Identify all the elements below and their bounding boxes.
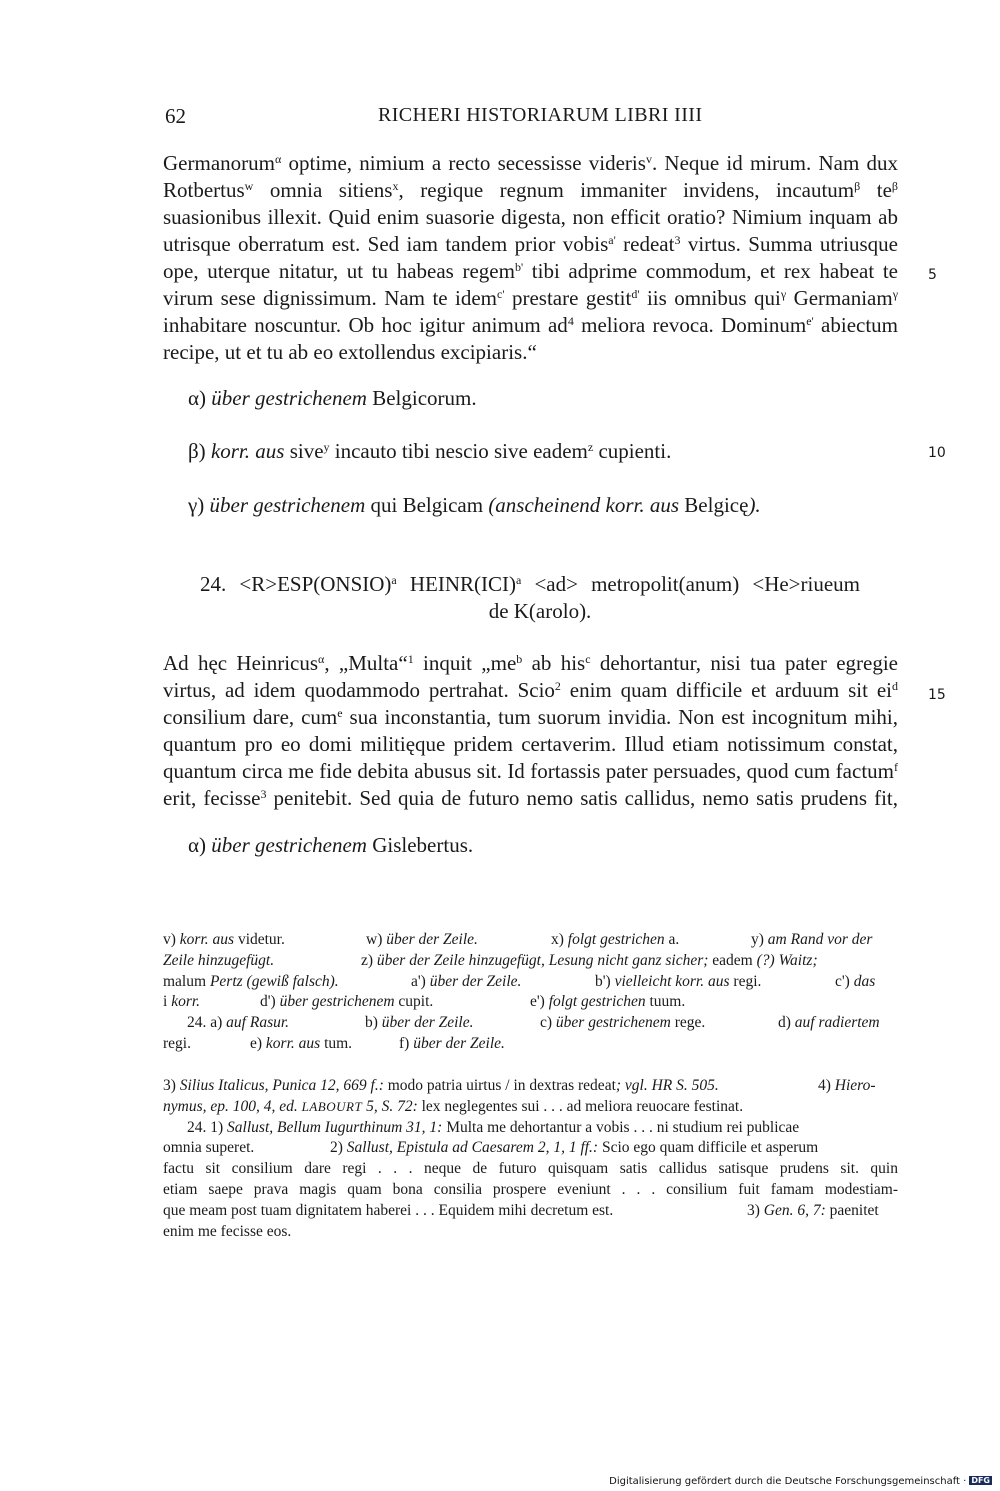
text-line: consilium dare, cum$^e$ sua inconstantia, tum suorum invidia. Non est incognitum mihi,	[163, 705, 899, 729]
source-line: que meam post tuam dignitatem haberei . . . Equidem mihi decretum est. 3) Gen. 6, 7: paenitet	[163, 1201, 879, 1219]
text-line: suasionibus illexit. Quid enim suasorie digesta, non efficit oratio? Nimium inquam ab	[163, 205, 898, 229]
source-line: etiam saepe prava magis quam bona consilia prospere eveniunt . . . consilium fuit famam modestiam-	[163, 1180, 898, 1198]
text-line: recipe, ut et tu ab eo extollendus excipiaris.“	[163, 340, 537, 364]
marginal-note-alpha: α) über gestrichenem Belgicorum.	[188, 386, 477, 410]
main-text-block-1	[163, 150, 898, 366]
text-line: inhabitare noscuntur. Ob hoc igitur animum $ad^4$ meliora revoca. Dominum$^{e'}$ abiectum	[163, 313, 899, 337]
text-line: erit, fecisse$^3$ penitebit. Sed quia de futuro nemo satis callidus, nemo satis prudens fit,	[163, 786, 898, 810]
source-line: omnia superet. 2) Sallust, Epistula ad Caesarem 2, 1, 1 ff.: Scio ego quam difficile et asperum	[163, 1139, 819, 1157]
marginal-note-gamma: γ) über gestrichenem qui Belgicam (anscheinend korr. aus Belgicę).	[188, 493, 761, 517]
text-line: quantum circa me fide debita abusus sit. Id fortassis pater persuades, quod cum factum$^f$	[163, 759, 898, 783]
main-text-block-2	[163, 650, 898, 812]
line-number: 15	[928, 687, 946, 703]
apparatus-line: i korr. d') über gestrichenem cupit. e') folgt gestrichen tuum.	[163, 993, 686, 1011]
heading-line-1: 24. <R>ESP(ONSIO)$^a$ HEINR(ICI)$^a$ <ad> metropolit(anum) <He>riueum	[200, 572, 861, 596]
section-heading	[200, 571, 860, 625]
line-number: 5	[928, 267, 937, 283]
apparatus-line: malum Pertz (gewiß falsch). a') über der Zeile. b') vielleicht korr. aus regi. c') das	[163, 972, 876, 990]
source-line: factu sit consilium dare regi . . . neque de futuro quisquam satis callidus satisque prudens sit. quin	[163, 1160, 898, 1178]
text-line: ope, uterque nitatur, ut tu habeas regem$^{b'}$ tibi adprime commodum, et rex habeat te	[163, 259, 898, 283]
page-number: 62	[165, 104, 186, 128]
text-line: virtus, ad idem quodammodo pertrahat. Scio$^2$ enim quam difficile et arduum sit $ei^d$	[163, 678, 898, 702]
marginal-note-alpha-2: α) über gestrichenem Gislebertus.	[188, 833, 474, 857]
text-line: Ad hęc Heinricus$^\alpha$, „Multa“$^1$ inquit $„me^b$ ab his$^c$ dehortantur, nisi tua pater egregie	[163, 651, 898, 675]
text-line: quantum pro eo domi militięque pridem certaverim. Illud etiam notissimum constat,	[163, 732, 898, 756]
source-line: 3) Silius Italicus, Punica 12, 669 f.: modo patria uirtus / in dextras redeat; vgl. HR S. 505. 4) Hiero-	[163, 1077, 876, 1094]
text-line: utrisque oberratum est. Sed iam tandem prior vobis$^{a'}$ redeat$^3$ virtus. Summa utriusque	[163, 232, 898, 256]
digitization-credit: Digitalisierung gefördert durch die Deutsche Forschungsgemeinschaft · DFG	[609, 1476, 990, 1487]
source-notes	[163, 1076, 898, 1242]
critical-apparatus	[163, 930, 898, 1055]
heading-line-2: de K(arolo).	[488, 599, 592, 623]
apparatus-line: v) korr. aus videtur. w) über der Zeile. x) folgt gestrichen a. y) am Rand vor der	[163, 931, 873, 948]
text-line: Germanorum$^\alpha$ optime, nimium a recto secessisse videris$^v$. Neque id mirum. Nam dux	[163, 151, 898, 175]
running-head: RICHERI HISTORIARUM LIBRI IIII	[378, 104, 703, 126]
apparatus-line: 24. a) auf Rasur. b) über der Zeile. c) über gestrichenem rege. d) auf radiertem	[187, 1014, 880, 1032]
source-line: nymus, ep. 100, 4, ed. LABOURT 5, S. 72: lex neglegentes sui . . . ad meliora reuocare festinat.	[163, 1097, 744, 1115]
source-line: enim me fecisse eos.	[163, 1222, 292, 1240]
text-line: virum sese dignissimum. Nam te idem$^{c'}$ prestare gestit$^{d'}$ iis omnibus qui$^\gamma$ Germaniam$^\gamma$	[163, 286, 899, 310]
marginal-note-beta: β) korr. aus sive$^y$ incauto tibi nescio sive eadem$^z$ cupienti.	[188, 439, 672, 463]
source-line: 24. 1) Sallust, Bellum Iugurthinum 31, 1: Multa me dehortantur a vobis . . . ni studium rei publicae	[187, 1118, 800, 1136]
apparatus-line: regi. e) korr. aus tum. f) über der Zeile.	[163, 1034, 505, 1052]
line-number: 10	[928, 445, 946, 461]
apparatus-line: Zeile hinzugefügt. z) über der Zeile hinzugefügt, Lesung nicht ganz sicher; eadem (?) Waitz;	[163, 951, 818, 969]
dfg-logo: DFG	[971, 1476, 990, 1485]
text-line: Rotbertus$^w$ omnia sitiens$^x$, regique regnum immaniter invidens, incautum$^\beta$ $te^\beta$	[163, 178, 898, 202]
